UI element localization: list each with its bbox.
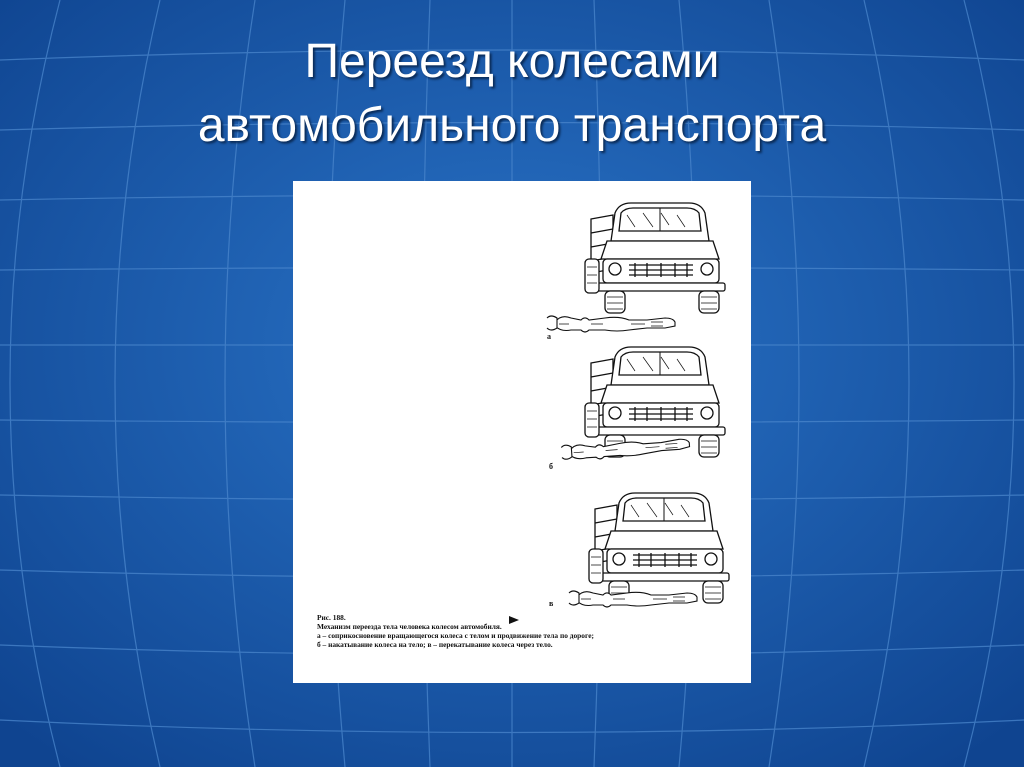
caption-line-1: Механизм переезда тела человека колесом автомобиля. [317, 622, 502, 631]
caption-title: Рис. 188. [317, 613, 346, 622]
panel-label-c: в [549, 599, 554, 608]
figure-drawing [293, 181, 751, 683]
panel-label-a: а [547, 332, 551, 341]
figure-illustration [293, 181, 751, 683]
title-line-2: автомобильного транспорта [197, 99, 827, 152]
panel-b-truck [585, 347, 725, 457]
panel-a-truck [585, 203, 725, 313]
slide-title [0, 30, 1024, 158]
panel-label-b: б [549, 462, 553, 471]
panel-a-body [547, 316, 675, 332]
figure-caption [317, 613, 737, 649]
title-line-1: Переезд колесами [304, 35, 720, 88]
panel-c-truck [589, 493, 729, 603]
caption-line-2: а – соприкосновение вращающегося колеса с телом и продвижение тела по дороге; [317, 631, 594, 640]
caption-line-3: б – накатывание колеса на тело; в – перекатывание колеса через тело. [317, 640, 553, 649]
panel-c-body [569, 591, 697, 607]
